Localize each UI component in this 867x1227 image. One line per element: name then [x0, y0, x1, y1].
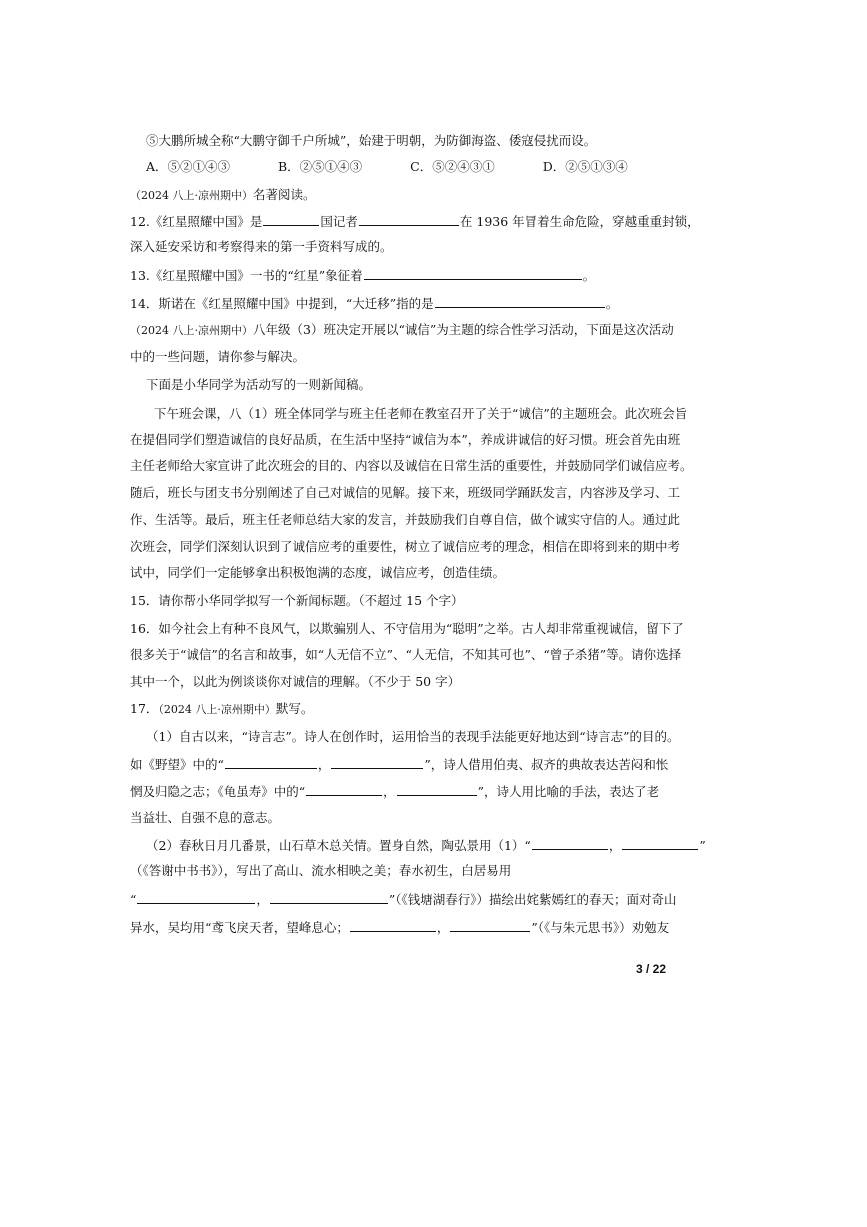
section-integrity-header: （2024 八上·凉州期中）八年级（3）班决定开展以“诚信”为主题的综合性学习活动，下面是这次活动	[130, 322, 674, 337]
q17-part1-line1: （1）自古以来，“诗言志”。诗人在创作时，运用恰当的表现手法能更好地达到“诗言志”的目的。	[146, 729, 680, 744]
news-line: 次班会，同学们深刻认识到了诚信应考的重要性，树立了诚信应考的理念，相信在即将到来的期中考	[130, 539, 681, 554]
question-12-line2: 深入延安采访和考察得来的第一手资料写成的。	[130, 239, 393, 254]
question-15: 15．请你帮小华同学拟写一个新闻标题。（不超过 15 个字）	[130, 593, 464, 608]
question-16: 16．如今社会上有种不良风气，以欺骗别人、不守信用为“聪明”之举。古人却非常重视诚信，留下了	[130, 621, 684, 636]
news-intro: 下面是小华同学为活动写的一则新闻稿。	[146, 377, 372, 392]
news-line: 下午班会课，八（1）班全体同学与班主任老师在教室召开了关于“诚信”的主题班会。此次班会旨	[154, 406, 688, 421]
question-17-header: 17．（2024 八上·凉州期中）默写。	[130, 701, 314, 716]
q17-part2-line2: （《答谢中书书》），写出了高山、流水相映之美；春水初生，白居易用	[130, 863, 512, 878]
question-16-line3: 其中一个，以此为例谈谈你对诚信的理解。（不少于 50 字）	[130, 674, 461, 689]
section-reading-header: （2024 八上·凉州期中）名著阅读。	[130, 187, 316, 202]
option-b: B．②⑤①④③	[278, 159, 363, 174]
question-12: 12.《红星照耀中国》是 国记者 在 1936 年冒着生命危险，穿越重重封锁，	[130, 214, 700, 229]
question-14: 14．斯诺在《红星照耀中国》中提到，“大迁移”指的是 。	[130, 296, 619, 311]
q17-part1-line2: 如《野望》中的“ ， ”，诗人借用伯夷、叔齐的典故表达苦闷和怅	[130, 757, 669, 772]
q17-part2-line4: 异水，吴均用“鸢飞戾天者，望峰息心； ， ”（《与朱元思书》）劝勉友	[130, 920, 670, 935]
q17-part2-line1: （2）春秋日月几番景，山石草木总关情。置身自然，陶弘景用（1）“ ， ”	[146, 838, 706, 853]
option-a: A．⑤②①④③	[146, 159, 231, 174]
section-integrity-line2: 中的一些问题，请你参与解决。	[130, 349, 306, 364]
option-d: D．②⑤①③④	[542, 159, 628, 174]
question-16-line2: 很多关于“诚信”的名言和故事，如“人无信不立”、“人无信，不知其可也”、“曾子杀猪”等。请你选择	[130, 647, 682, 662]
q11-options	[146, 158, 628, 176]
q17-part1-line4: 当益壮、自强不息的意志。	[130, 810, 281, 825]
option-c: C．⑤②④③①	[410, 159, 495, 174]
news-line: 试中，同学们一定能够拿出积极饱满的态度，诚信应考，创造佳绩。	[130, 565, 506, 580]
page-number: 3 / 22	[636, 962, 667, 976]
q17-part2-line3: “ ， ”（《钱塘湖春行》）描绘出姹紫嫣红的春天；面对奇山	[130, 892, 677, 907]
news-line: 主任老师给大家宣讲了此次班会的目的、内容以及诚信在日常生活的重要性，并鼓励同学们诚信应考。	[130, 458, 693, 473]
news-line: 在提倡同学们塑造诚信的良好品质，在生活中坚持“诚信为本”，养成讲诚信的好习惯。班会首先由班	[130, 432, 681, 447]
news-line: 作、生活等。最后，班主任老师总结大家的发言，并鼓励我们自尊自信，做个诚实守信的人。通过此	[130, 512, 681, 527]
news-line: 随后，班长与团支书分别阐述了自己对诚信的见解。接下来，班级同学踊跃发言，内容涉及学习、工	[130, 485, 681, 500]
q11-statement-5: ⑤大鹏所城全称“大鹏守御千户所城”，始建于明朝，为防御海盗、倭寇侵扰而设。	[146, 133, 597, 148]
question-13: 13.《红星照耀中国》一书的“红星”象征着 。	[130, 268, 596, 283]
q17-part1-line3: 惘及归隐之志；《龟虽寿》中的“ ， ”，诗人用比喻的手法，表达了老	[130, 784, 660, 799]
